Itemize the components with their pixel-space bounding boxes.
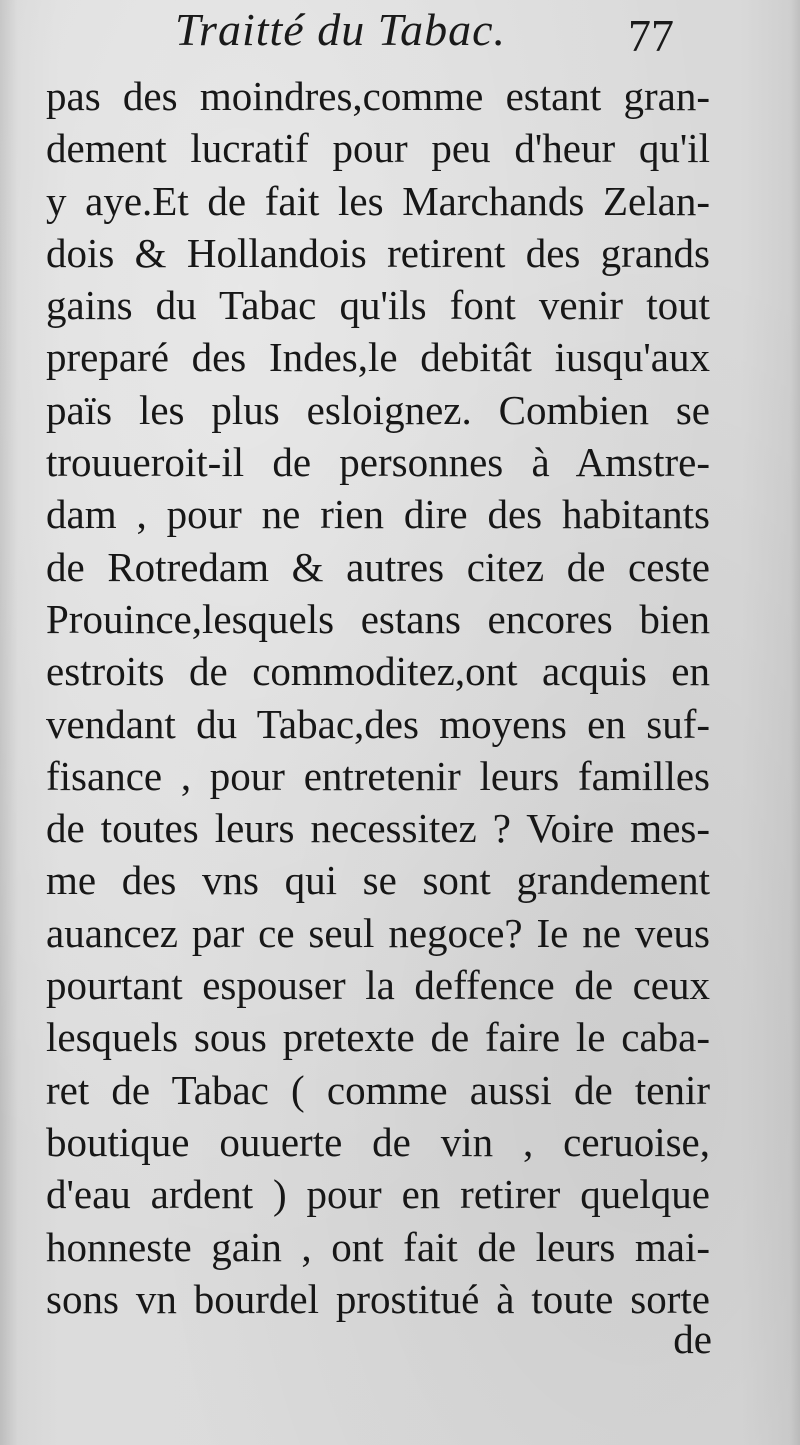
text-line: vendant du Tabac,des moyens en suf- xyxy=(46,700,710,747)
text-line: dement lucratif pour peu d'heur qu'il xyxy=(46,125,710,172)
text-line: y aye.Et de fait les Marchands Zelan- xyxy=(46,177,710,224)
text-line: Prouince,lesquels estans encores bien xyxy=(46,595,710,642)
text-line: trouueroit-il de personnes à Amstre- xyxy=(46,439,710,486)
text-line: lesquels sous pretexte de faire le caba- xyxy=(46,1014,710,1061)
text-line: honneste gain , ont fait de leurs mai- xyxy=(46,1223,710,1270)
running-head xyxy=(0,0,800,70)
text-line: gains du Tabac qu'ils font venir tout xyxy=(46,282,710,329)
text-line: de toutes leurs necessitez ? Voire mes- xyxy=(46,805,710,852)
text-line: dam , pour ne rien dire des habitants xyxy=(46,491,710,538)
text-line: estroits de commoditez,ont acquis en xyxy=(46,648,710,695)
text-line: auancez par ce seul negoce? Ie ne veus xyxy=(46,909,710,956)
text-line: d'eau ardent ) pour en retirer quelque xyxy=(46,1171,710,1218)
text-line: de Rotredam & autres citez de ceste xyxy=(46,543,710,590)
text-line: pourtant espouser la deffence de ceux xyxy=(46,962,710,1009)
text-line: ret de Tabac ( comme aussi de tenir xyxy=(46,1066,710,1113)
text-block xyxy=(46,70,710,1325)
page-number: 77 xyxy=(628,10,674,61)
text-line: pas des moindres,comme estant gran- xyxy=(46,73,710,119)
running-title: Traitté du Tabac. xyxy=(175,4,506,55)
text-line: sons vn bourdel prostitué à toute sorte xyxy=(46,1275,710,1322)
text-line: preparé des Indes,le debitât iusqu'aux xyxy=(46,334,710,381)
text-line: fisance , pour entretenir leurs familles xyxy=(46,752,710,799)
text-line: dois & Hollandois retirent des grands xyxy=(46,229,710,276)
text-line: boutique ouuerte de vin , ceruoise, xyxy=(46,1118,710,1165)
catchword: de xyxy=(673,1316,712,1362)
text-line: païs les plus esloignez. Combien se xyxy=(46,386,710,433)
text-line: me des vns qui se sont grandement xyxy=(46,857,710,904)
